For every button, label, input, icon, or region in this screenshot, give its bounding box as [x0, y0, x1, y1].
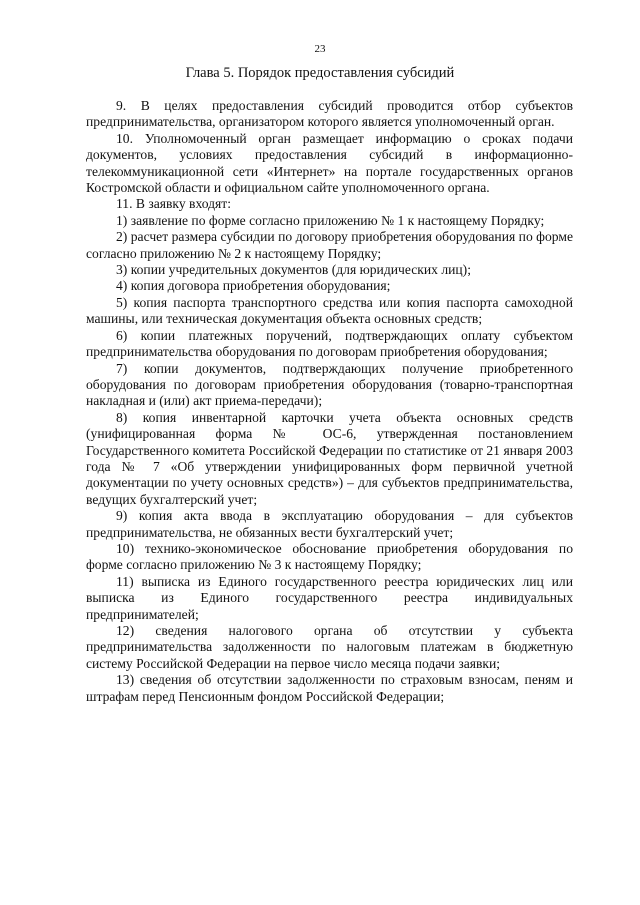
list-item-13: 13) сведения об отсутствии задолженности по страховым взносам, пеням и штрафам перед Пенсионным фондом Российской Федерации; — [86, 672, 573, 704]
paragraph-9: 9. В целях предоставления субсидий проводится отбор субъектов предпринимательства, организатором которого является уполномоченный орган. — [86, 98, 573, 130]
paragraph-11: 11. В заявку входят: — [116, 196, 232, 212]
list-item-7: 7) копии документов, подтверждающих получение приобретенного оборудования по договорам приобретения оборудования (товарно-транспортная накладная и (или) акт приема-передачи); — [86, 360, 573, 409]
list-item-2: 2) расчет размера субсидии по договору приобретения оборудования по форме согласно приложению № 2 к настоящему Порядку; — [86, 229, 573, 261]
list-item-5: 5) копия паспорта транспортного средства или копия паспорта самоходной машины, или техническая документация объекта основных средств; — [86, 294, 573, 327]
list-item-3: 3) копии учредительных документов (для юридических лиц); — [116, 262, 471, 278]
chapter-title: Глава 5. Порядок предоставления субсидий — [185, 65, 455, 81]
list-item-4: 4) копия договора приобретения оборудования; — [116, 278, 391, 294]
list-item-12: 12) сведения налогового органа об отсутствии у субъекта предпринимательства задолженности по налоговым платежам в бюджетную систему Российской Федерации на первое число месяца подачи заявки; — [86, 623, 573, 671]
list-item-8: 8) копия инвентарной карточки учета объекта основных средств (унифицированная форма № ОС-6, утвержденная постановлением Государственного комитета Российской Федерации по статистике от 21 января 2003 года № 7 «Об утверждении унифицированных форм первичной учетной документации по учету основных средств») – для субъектов предпринимательства, ведущих бухгалтерский учет; — [86, 409, 573, 507]
page-number: 23 — [314, 43, 326, 55]
document-body — [86, 98, 573, 705]
list-item-1: 1) заявление по форме согласно приложению № 1 к настоящему Порядку; — [116, 212, 545, 228]
list-item-11: 11) выписка из Единого государственного реестра юридических лиц или выписка из Единого государственного реестра индивидуальных предпринимателей; — [86, 573, 573, 622]
list-item-6: 6) копии платежных поручений, подтверждающих оплату субъектом предпринимательства оборудования по договорам приобретения оборудования; — [86, 327, 573, 360]
list-item-9: 9) копия акта ввода в эксплуатацию оборудования – для субъектов предпринимательства, не обязанных вести бухгалтерский учет; — [86, 508, 573, 540]
list-item-10: 10) технико-экономическое обоснование приобретения оборудования по форме согласно приложению № 3 к настоящему Порядку; — [86, 540, 573, 573]
paragraph-10: 10. Уполномоченный орган размещает информацию о сроках подачи документов, условиях предоставления субсидий в информационно-телекоммуникационной сети «Интернет» на портале государственных органов Костромской области и официальном сайте уполномоченного органа. — [86, 130, 573, 196]
